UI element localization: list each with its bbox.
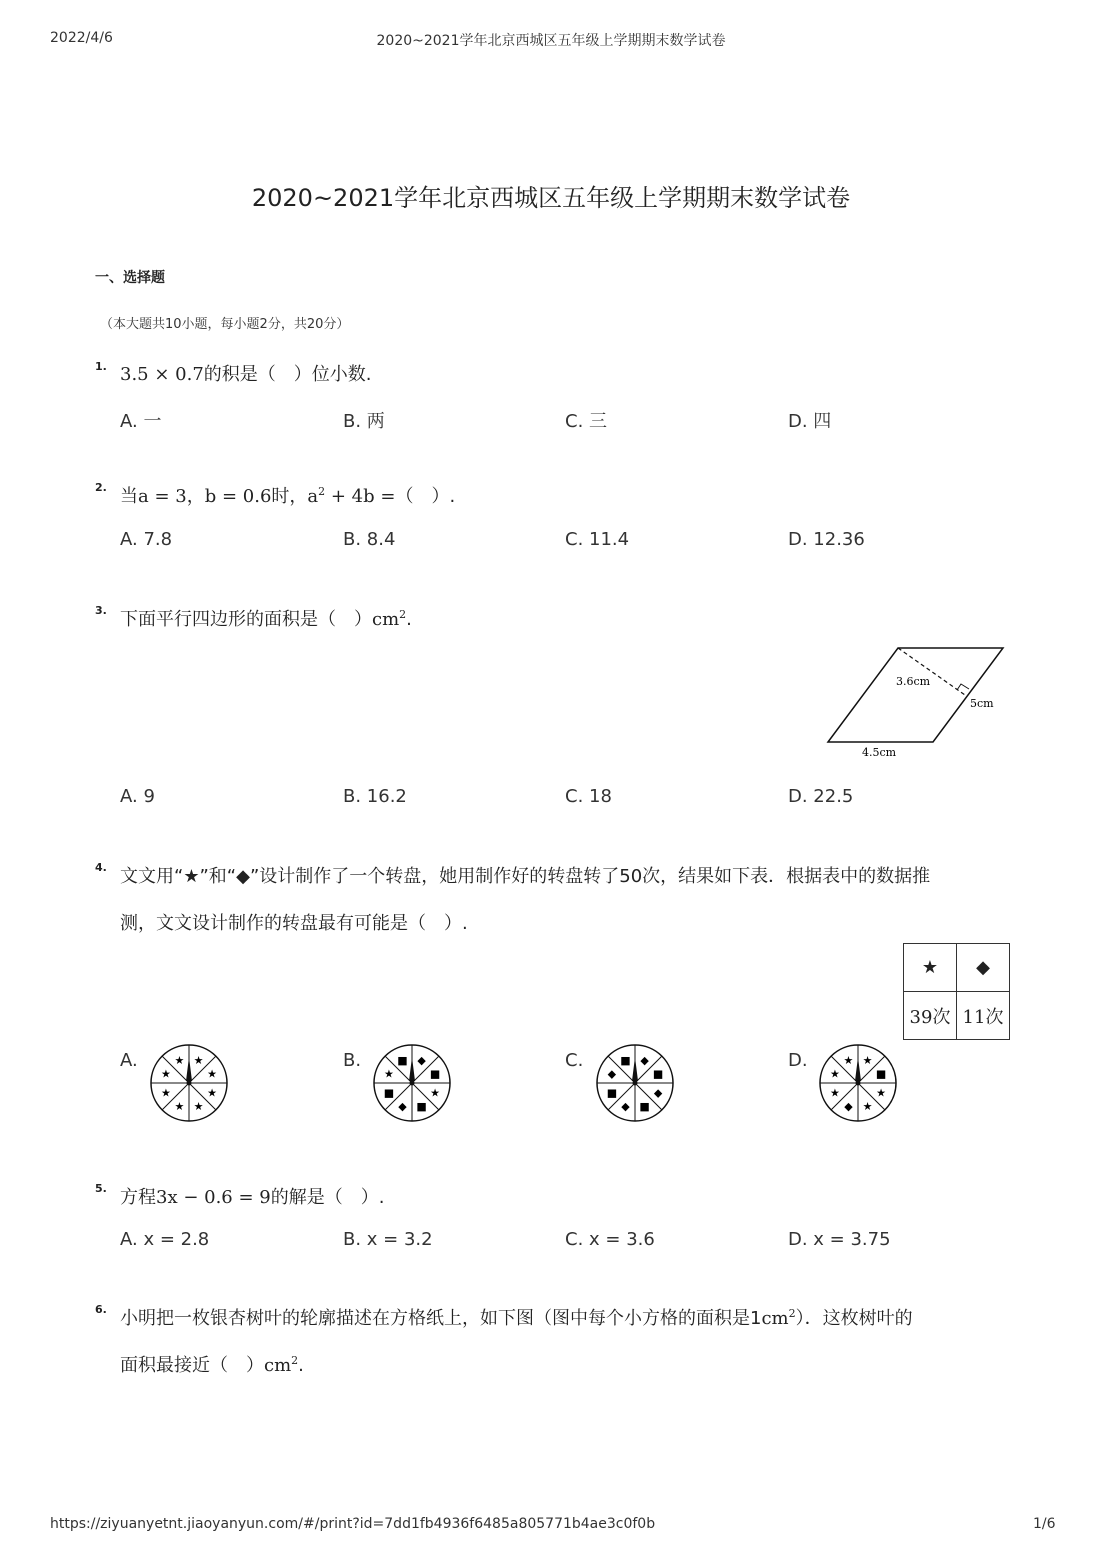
spinner-symbol: ★ — [829, 1067, 840, 1081]
spinner-symbol: ★ — [430, 1086, 441, 1100]
question-number: 3. — [95, 604, 107, 617]
q2-cond-b: b = 0.6 — [204, 486, 272, 507]
question-number: 5. — [95, 1182, 107, 1195]
spinner-pointer — [186, 1057, 192, 1081]
table-value-diamond: 11次 — [957, 992, 1010, 1040]
q1-option-a[interactable]: A. 一 — [120, 411, 162, 432]
spinner-pointer — [855, 1057, 861, 1081]
q6-line1-unit: cm — [761, 1308, 789, 1329]
spinner-symbol: ★ — [829, 1086, 840, 1100]
q5-option-c[interactable]: C. x = 3.6 — [565, 1229, 655, 1250]
table-header-star: ★ — [904, 944, 957, 992]
spinner-symbol: ■ — [639, 1100, 650, 1114]
q1-stem: 的积是（ ）位小数. — [203, 364, 372, 385]
q5-expression: 3x − 0.6 = 9 — [156, 1187, 271, 1208]
spinner-symbol: ◆ — [844, 1100, 853, 1114]
question-4-line2: 测，文文设计制作的转盘最有可能是（ ）. — [120, 913, 468, 934]
q2-option-c[interactable]: C. 11.4 — [565, 529, 630, 550]
parallelogram-figure — [820, 640, 1020, 765]
spinner-symbol: ★ — [193, 1100, 204, 1114]
q5-stem: 的解是（ ）. — [270, 1187, 385, 1208]
spinner-d — [817, 1042, 899, 1124]
spinner-symbol: ■ — [429, 1067, 441, 1081]
spinner-hub — [856, 1081, 861, 1086]
q1-option-c[interactable]: C. 三 — [565, 411, 608, 432]
q2-expr-base: a — [307, 486, 319, 507]
spinner-symbol: ★ — [862, 1053, 873, 1067]
q6-line1-b: ）．这枚树叶的 — [795, 1308, 913, 1329]
question-number: 1. — [95, 360, 107, 373]
spinner-symbol: ★ — [160, 1086, 171, 1100]
spinner-c — [594, 1042, 676, 1124]
side-label: 5cm — [970, 697, 994, 710]
q6-line2-sup: 2 — [291, 1354, 299, 1367]
spinner-symbol: ★ — [160, 1067, 171, 1081]
question-1-text — [120, 360, 372, 386]
height-label: 3.6cm — [896, 675, 931, 688]
spinner-pointer — [632, 1057, 638, 1081]
spinner-a — [148, 1042, 230, 1124]
spinner-symbol: ◆ — [417, 1053, 426, 1067]
spinner-symbol: ◆ — [621, 1100, 630, 1114]
spinner-symbol: ★ — [207, 1067, 218, 1081]
q6-line2-b: . — [298, 1355, 304, 1376]
right-angle-mark — [957, 684, 969, 690]
spinner-symbol: ■ — [652, 1067, 664, 1081]
spinner-symbol: ■ — [606, 1086, 618, 1100]
q6-line1-a: 小明把一枚银杏树叶的轮廓描述在方格纸上，如下图（图中每个小方格的面积是1 — [120, 1308, 762, 1329]
q5-option-d[interactable]: D. x = 3.75 — [788, 1229, 891, 1250]
spinner-symbol: ◆ — [640, 1053, 649, 1067]
q5-prefix: 方程 — [120, 1187, 156, 1208]
q2-cond-a: a = 3 — [138, 486, 187, 507]
q2-prefix: 当 — [120, 486, 138, 507]
q3-option-c[interactable]: C. 18 — [565, 786, 612, 807]
q4-option-b[interactable]: B. — [343, 1050, 362, 1071]
q2-tail: （ ）. — [395, 486, 456, 507]
q2-option-a[interactable]: A. 7.8 — [120, 529, 173, 550]
q4-option-d[interactable]: D. — [788, 1050, 808, 1071]
q3-option-a[interactable]: A. 9 — [120, 786, 155, 807]
spinner-symbol: ★ — [383, 1067, 394, 1081]
q3-option-d[interactable]: D. 22.5 — [788, 786, 854, 807]
spinner-symbol: ★ — [174, 1100, 185, 1114]
footer-page-number: 1/6 — [1033, 1516, 1056, 1532]
frequency-table — [903, 943, 1010, 1040]
q2-option-d[interactable]: D. 12.36 — [788, 529, 865, 550]
question-number: 4. — [95, 861, 107, 874]
q1-option-d[interactable]: D. 四 — [788, 411, 832, 432]
q3-unit-sup: 2 — [399, 608, 407, 621]
q4-option-c[interactable]: C. — [565, 1050, 584, 1071]
q2-mid: 时， — [271, 486, 308, 507]
q1-expression: 3.5 × 0.7 — [120, 364, 204, 385]
question-5-text — [120, 1183, 384, 1209]
section-note: （本大题共10小题，每小题2分，共20分） — [100, 317, 350, 332]
q2-option-b[interactable]: B. 8.4 — [343, 529, 396, 550]
question-4-line1: 文文用“★”和“◆”设计制作了一个转盘，她用制作好的转盘转了50次，结果如下表．根据表中的数据推 — [120, 866, 931, 887]
q5-option-b[interactable]: B. x = 3.2 — [343, 1229, 433, 1250]
spinner-b — [371, 1042, 453, 1124]
question-3-text — [120, 605, 412, 631]
q6-line2-a: 面积最接近（ ） — [120, 1355, 264, 1376]
spinner-hub — [410, 1081, 415, 1086]
table-header-diamond: ◆ — [957, 944, 1010, 992]
question-number: 2. — [95, 481, 107, 494]
q2-expr-sup: 2 — [318, 485, 326, 498]
q6-line2-unit: cm — [264, 1355, 292, 1376]
spinner-symbol: ■ — [416, 1100, 427, 1114]
section-title: 一、选择题 — [95, 270, 165, 286]
page-title: 2020~2021学年北京西城区五年级上学期期末数学试卷 — [251, 184, 851, 212]
spinner-symbol: ■ — [397, 1053, 408, 1067]
base-label: 4.5cm — [862, 746, 897, 759]
q3-unit: cm — [372, 609, 400, 630]
question-2-text — [120, 482, 455, 508]
question-6-line2 — [120, 1351, 304, 1377]
table-value-star: 39次 — [904, 992, 957, 1040]
q3-end: . — [406, 609, 412, 630]
spinner-symbol: ★ — [843, 1053, 854, 1067]
spinner-symbol: ★ — [207, 1086, 218, 1100]
q2-sep: ， — [186, 486, 205, 507]
spinner-pointer — [409, 1057, 415, 1081]
spinner-symbol: ★ — [876, 1086, 887, 1100]
spinner-symbol: ■ — [620, 1053, 631, 1067]
q2-expr-rest: + 4b = — [325, 486, 396, 507]
q6-line1-sup: 2 — [788, 1307, 796, 1320]
q5-option-a[interactable]: A. x = 2.8 — [120, 1229, 210, 1250]
spinner-hub — [633, 1081, 638, 1086]
spinner-symbol: ★ — [862, 1100, 873, 1114]
parallelogram-shape — [828, 648, 1003, 742]
spinner-symbol: ◆ — [653, 1086, 663, 1100]
q1-option-b[interactable]: B. 两 — [343, 411, 385, 432]
spinner-symbol: ★ — [193, 1053, 204, 1067]
spinner-symbol: ◆ — [607, 1067, 617, 1081]
spinner-symbol: ◆ — [398, 1100, 407, 1114]
q3-option-b[interactable]: B. 16.2 — [343, 786, 407, 807]
q4-option-a[interactable]: A. — [120, 1050, 138, 1071]
spinner-symbol: ★ — [174, 1053, 185, 1067]
header-title: 2020~2021学年北京西城区五年级上学期期末数学试卷 — [376, 33, 726, 49]
question-number: 6. — [95, 1303, 107, 1316]
header-date: 2022/4/6 — [50, 30, 113, 46]
q3-stem: 下面平行四边形的面积是（ ） — [120, 609, 372, 630]
footer-url[interactable]: https://ziyuanyetnt.jiaoyanyun.com/#/print?id=7dd1fb4936f6485a805771b4ae3c0f0b — [50, 1516, 656, 1532]
spinner-symbol: ■ — [383, 1086, 395, 1100]
spinner-symbol: ■ — [875, 1067, 887, 1081]
question-6-line1 — [120, 1304, 913, 1330]
spinner-hub — [187, 1081, 192, 1086]
